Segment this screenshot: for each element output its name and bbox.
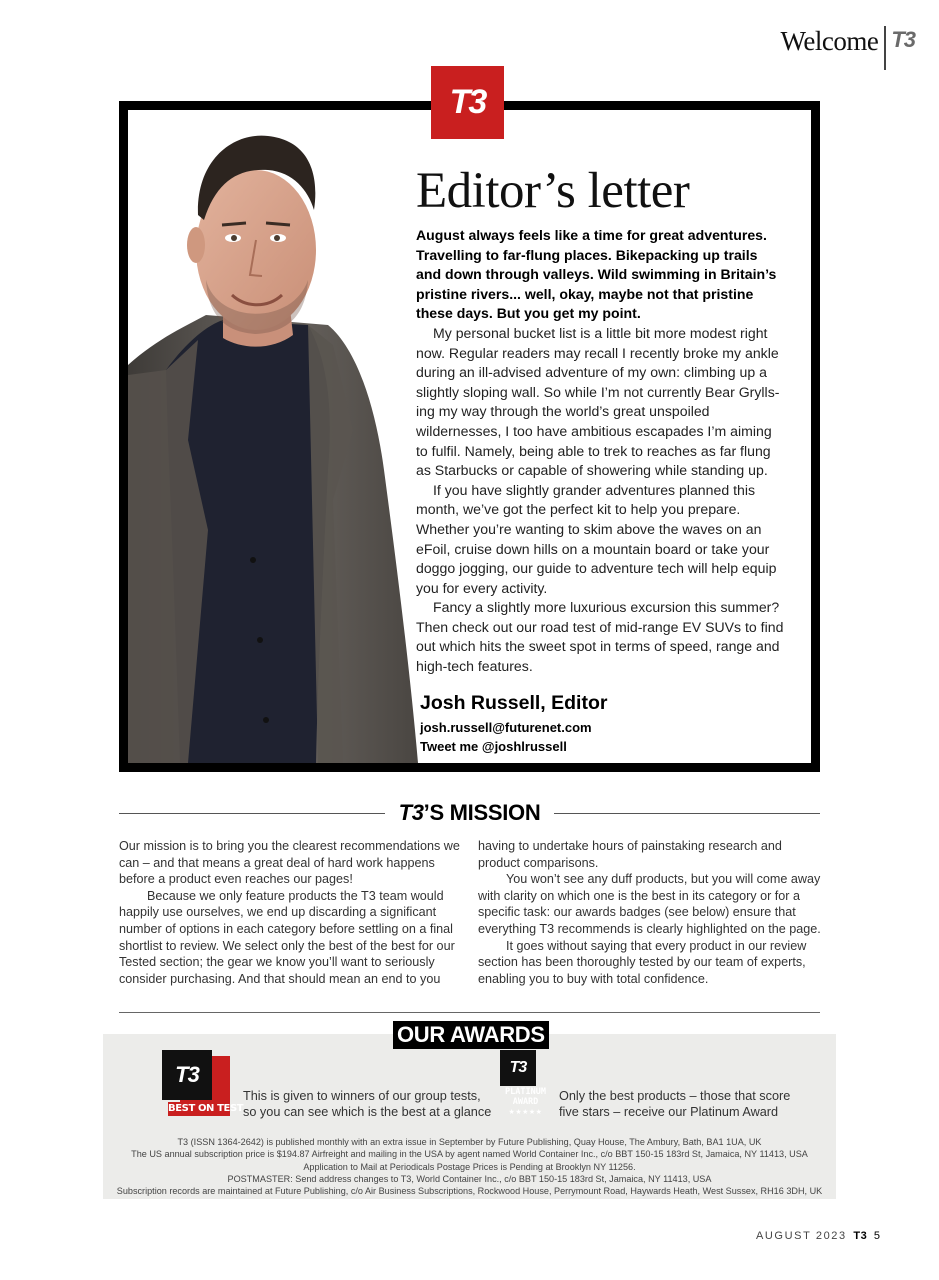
fineprint-line: The US annual subscription price is $194.87 Airfreight and mailing in the USA by agent named World Container Inc., c/o BBT 150-15 183rd St, Jamaica, NY 11413, USA (131, 1149, 808, 1160)
badge-label-line: AWARD (512, 1096, 539, 1107)
award-text-line: so you can see which is the best at a glance (243, 1105, 492, 1120)
t3-badge-logo: T3 (431, 66, 504, 139)
best-on-test-description (243, 1088, 491, 1121)
editor-letter-body (416, 226, 784, 677)
editor-paragraph: Fancy a slightly more luxurious excursion this summer? Then check out our road test of mid-range EV SUVs to find out which hits the sweet spot in terms of speed, range and high-tech features. (416, 599, 784, 675)
badge-label: BEST ON TEST (168, 1103, 244, 1114)
badge-t3-logo: T3 (500, 1050, 536, 1086)
mission-paragraph: having to undertake hours of painstaking research and product comparisons. (478, 839, 782, 870)
fineprint-line: Subscription records are maintained at Future Publishing, c/o Air Business Subscriptions, Rockwood House, Perrymount Road, Haywards Heath, West Sussex, RH16 3DH, UK (116, 1186, 823, 1197)
issue-date: AUGUST 2023 (755, 1230, 847, 1242)
mission-paragraph: You won’t see any duff products, but you will come away with clarity on which one is the best in its category or for a specific task: our awards badges (see below) ensure that everything T3 recommends is clearly highlighted on the page. (478, 872, 821, 936)
mission-paragraph: Because we only feature products the T3 team would happily use ourselves, we end up discarding a significant number of options in each category before settling on a final shortlist to review. We select only the best of the best for our Tested section; the gear we know you’ll want to seriously consider purchasing. And that should mean an end to you (119, 888, 455, 986)
award-text-line: Only the best products – those that score (559, 1089, 791, 1103)
heading-rule-left (119, 813, 385, 814)
mission-column-right (478, 838, 822, 987)
mission-title-brand: T3 (398, 800, 424, 825)
fineprint-line: POSTMASTER: Send address changes to T3, World Container Inc., c/o BBT 150-15 183rd St, Jamaica, NY 11413, USA (227, 1173, 712, 1184)
awards-title: OUR AWARDS (393, 1021, 549, 1049)
mission-paragraph: It goes without saying that every product in our review section has been thoroughly tested by our team of experts, enabling you to buy with total confidence. (478, 938, 807, 986)
t3-logo: T3 (891, 27, 915, 52)
badge-label (503, 1088, 548, 1107)
page-number: 5 (873, 1230, 880, 1242)
award-text-line: five stars – receive our Platinum Award (559, 1105, 779, 1120)
editor-paragraph: My personal bucket list is a little bit more modest right now. Regular readers may recall I recently broke my ankle during an ill-advised adventure of my own: climbing up a slightly sloping wall. So while I’m not currently Bear Grylls-ing my way through the world’s great unspoiled wildernesses, I too have ambitious escapades I’m aiming to fulfil. Namely, being able to trek to reaches as far flung as Starbucks or capable of showering while standing up. (416, 324, 780, 479)
mission-heading (119, 800, 820, 826)
mission-column-left (119, 838, 463, 987)
section-title: Welcome (780, 26, 879, 56)
lead-text: August always feels like a time for great adventures. Travelling to far-flung places. Bikepacking up trails and down through valleys. Wild swimming in Britain’s pristine rivers... well, okay, maybe not that pristine these days. But you get my point. (416, 227, 777, 322)
editor-email[interactable]: josh.russell@futurenet.com (420, 720, 592, 735)
award-text-line: This is given to winners of our group tests, (243, 1089, 481, 1103)
page-folio (756, 1230, 880, 1242)
section-header (781, 24, 915, 70)
editor-signature (420, 692, 607, 754)
best-on-test-badge (162, 1050, 244, 1118)
fineprint-line: T3 (ISSN 1364-2642) is published monthly with an extra issue in September by Future Publishing, Quay House, The Ambury, Bath, BA1 1UA, UK (177, 1137, 762, 1147)
editor-paragraph: If you have slightly grander adventures planned this month, we’ve got the perfect kit to help you prepare. Whether you’re wanting to skim above the waves on an eFoil, cruise down hills on a mountain board or take your doggo jogging, our guide to adventure tech will help equip you for every activity. (416, 481, 777, 596)
publication-fineprint (103, 1136, 836, 1197)
platinum-award-description (559, 1088, 790, 1121)
badge-label-line: PLATINUM (505, 1087, 546, 1097)
mission-title (385, 800, 555, 826)
editor-letter-box (119, 101, 820, 772)
star-rating-icon: ★★★★★ (508, 1109, 543, 1116)
editor-letter-lead (416, 226, 784, 324)
mission-title-text: ’S MISSION (423, 800, 541, 825)
header-divider (884, 26, 886, 70)
editor-letter-title: Editor’s letter (416, 163, 690, 219)
editor-twitter[interactable]: Tweet me @joshlrussell (420, 739, 567, 754)
folio-brand: T3 (853, 1230, 868, 1242)
heading-rule-right (554, 813, 820, 814)
editor-name: Josh Russell, Editor (420, 692, 608, 714)
mission-paragraph: Our mission is to bring you the clearest recommendations we can – and that means a great deal of hard work happens before a product even reaches our pages! (119, 839, 460, 887)
badge-t3-logo: T3 (162, 1050, 212, 1100)
fineprint-line: Application to Mail at Periodicals Postage Prices is Pending at Brooklyn NY 11256. (303, 1161, 636, 1172)
editor-photo (128, 110, 418, 763)
section-divider (119, 1012, 820, 1013)
platinum-award-badge (500, 1050, 550, 1118)
